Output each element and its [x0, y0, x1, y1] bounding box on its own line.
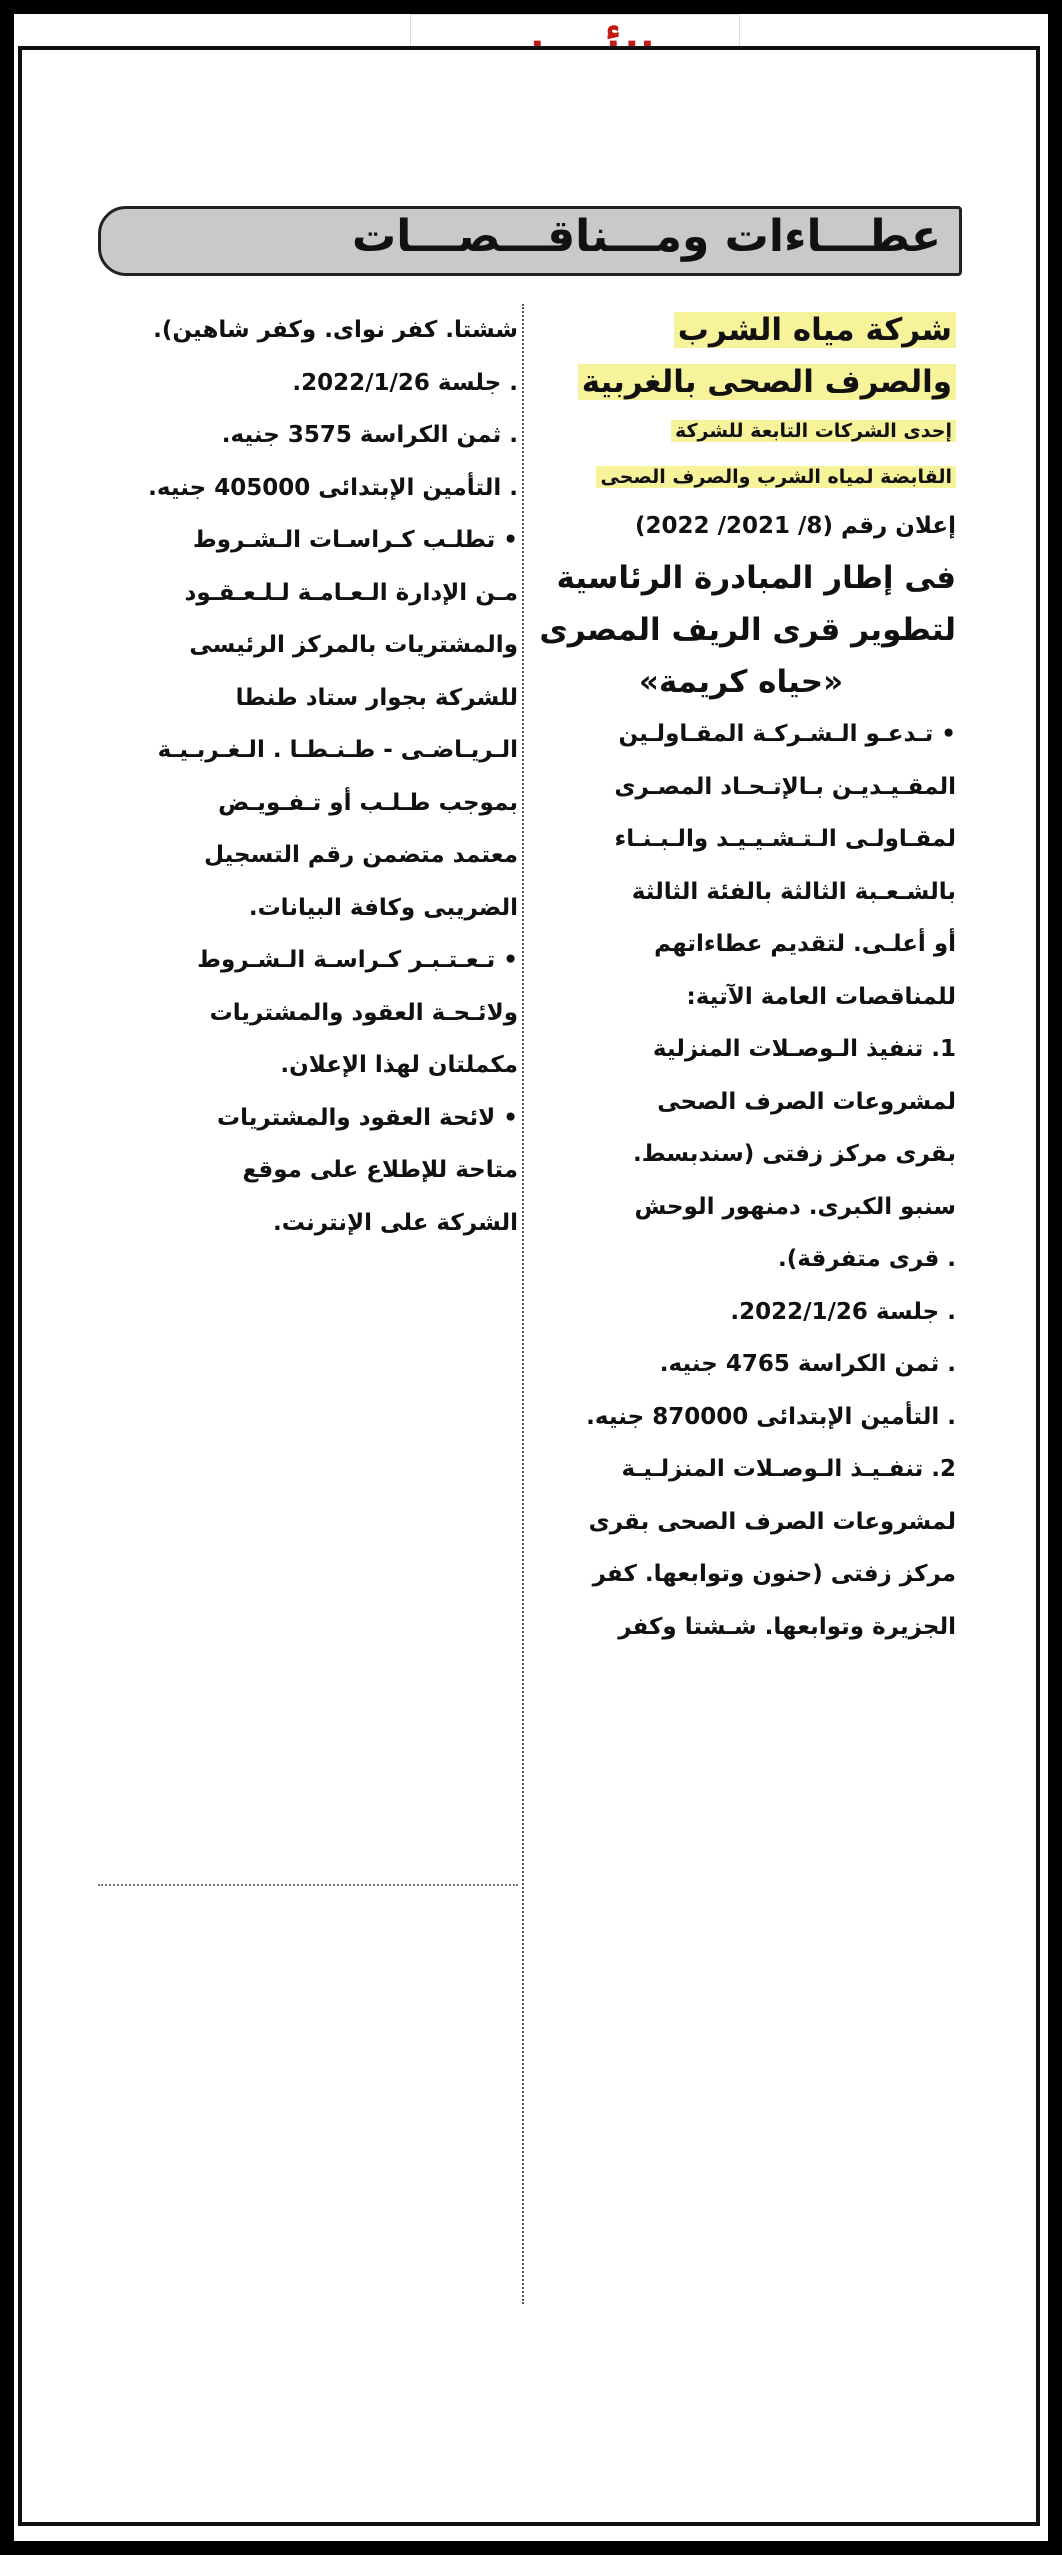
- body-line: . التأمين الإبتدائى 405000 جنيه.: [148, 474, 518, 501]
- body-line: • لائحة العقود والمشتريات: [216, 1104, 518, 1131]
- initiative-line-1: فى إطار المبادرة الرئاسية: [556, 560, 956, 596]
- initiative-line-3: «حياه كريمة»: [638, 664, 844, 700]
- body-line: • تـدعـو الـشـركـة المقـاولـين: [618, 721, 956, 747]
- column-divider: [522, 304, 524, 2304]
- initiative-line-2: لتطوير قرى الريف المصرى: [539, 612, 956, 648]
- body-line: والمشتريات بالمركز الرئيسى: [189, 632, 518, 658]
- left-column-end-rule: [98, 1884, 518, 1886]
- body-line: الـريـاضـى - طـنـطـا . الـغـربـيـة: [157, 737, 518, 763]
- body-line: للشركة بجوار ستاد طنطا: [235, 684, 518, 711]
- subsidiary-line-1: إحدى الشركات التابعة للشركة: [671, 420, 956, 442]
- body-line: • تطلـب كـراسـات الـشـروط: [192, 527, 518, 553]
- body-line: . ثمن الكراسة 4765 جنيه.: [659, 1351, 956, 1377]
- body-line: لمشروعات الصرف الصحى: [657, 1088, 956, 1115]
- body-line: . جلسة 2022/1/26.: [292, 369, 518, 396]
- body-line: مكملتان لهذا الإعلان.: [280, 1052, 518, 1078]
- body-line: ششتا. كفر نواى. وكفر شاهين).: [153, 317, 518, 343]
- right-column: [526, 304, 956, 1653]
- body-line: سنبو الكبرى. دمنهور الوحش: [634, 1193, 956, 1220]
- body-line: متاحة للإطلاع على موقع: [242, 1157, 518, 1183]
- body-line: . ثمن الكراسة 3575 جنيه.: [221, 422, 518, 448]
- body-line: 1. تنفيذ الـوصـلات المنزلية: [652, 1036, 956, 1062]
- body-line: بقرى مركز زفتى (سندبسط.: [633, 1141, 956, 1167]
- body-line: لمقـاولـى الـتـشـيـيـد والـبـنـاء: [614, 826, 956, 852]
- body-line: مركز زفتى (حنون وتوابعها. كفر: [592, 1561, 956, 1587]
- body-line: ولائـحـة العقود والمشتريات: [209, 999, 518, 1026]
- announcement-number: إعلان رقم (8/ 2021/ 2022): [635, 513, 956, 539]
- section-header: [98, 206, 962, 276]
- body-line: الجزيرة وتوابعها. شـشتا وكفر: [618, 1613, 956, 1640]
- body-line: المقـيـديـن بـالإتـحـاد المصـرى: [614, 773, 956, 800]
- body-line: بالشـعـبة الثالثة بالفئة الثالثة: [631, 878, 956, 905]
- body-line: مـن الإدارة الـعـامـة لـلـعـقـود: [184, 579, 518, 606]
- body-line: الشركة على الإنترنت.: [272, 1209, 518, 1236]
- body-line: لمشروعات الصرف الصحى بقرى: [588, 1508, 956, 1535]
- page-frame: [14, 14, 1048, 2541]
- body-line: بموجب طـلـب أو تـفـويـض: [218, 789, 518, 816]
- body-line: • تـعـتـبـر كـراسـة الـشـروط: [197, 947, 518, 973]
- body-line: للمناقصات العامة الآتية:: [686, 983, 956, 1010]
- body-line: معتمد متضمن رقم التسجيل: [204, 842, 518, 868]
- section-title: عطـــاءات ومـــناقـــصـــات: [352, 211, 941, 262]
- company-name-line-1: شركة مياه الشرب: [674, 312, 956, 348]
- body-line: . جلسة 2022/1/26.: [730, 1298, 956, 1325]
- left-column: [98, 304, 518, 1249]
- body-line: . التأمين الإبتدائى 870000 جنيه.: [586, 1403, 956, 1430]
- subsidiary-line-2: القابضة لمياه الشرب والصرف الصحى: [596, 466, 956, 488]
- body-line: . قرى متفرقة).: [778, 1246, 956, 1272]
- body-line: 2. تنفـيـذ الـوصـلات المنزلـيـة: [621, 1456, 956, 1482]
- body-line: الضريبى وكافة البيانات.: [248, 894, 518, 921]
- company-name-line-2: والصرف الصحى بالغربية: [578, 364, 956, 400]
- body-line: أو أعلـى. لتقديم عطاءاتهم: [654, 931, 956, 957]
